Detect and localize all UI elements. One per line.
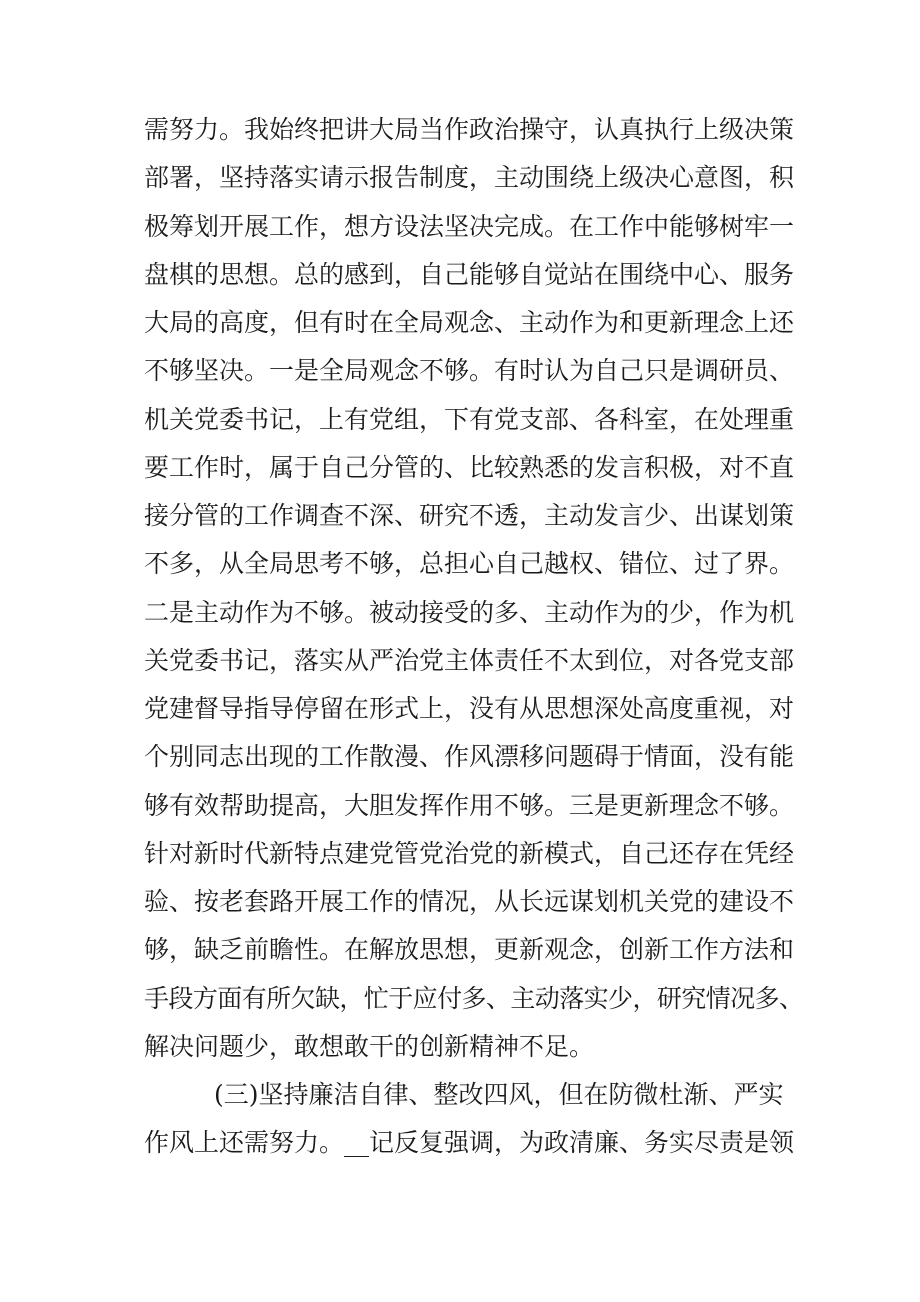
text-line: 手段方面有所欠缺，忙于应付多、主动落实少，研究情况多、	[144, 983, 804, 1013]
text-line: 够，缺乏前瞻性。在解放思想，更新观念，创新工作方法和	[144, 935, 795, 965]
text-line: 个别同志出现的工作散漫、作风漂移问题碍于情面，没有能	[144, 742, 795, 772]
body-text	[144, 106, 804, 1168]
text-line: 需努力。我始终把讲大局当作政治操守，认真执行上级决策	[144, 115, 795, 144]
text-line: 关党委书记，落实从严治党主体责任不太到位，对各党支部	[144, 645, 795, 675]
text-line: 作风上还需努力。__记反复强调，为政清廉、务实尽责是领	[144, 1128, 795, 1158]
text-line: 极筹划开展工作，想方设法坚决完成。在工作中能够树牢一	[144, 211, 795, 241]
text-line: 党建督导指导停留在形式上，没有从思想深处高度重视，对	[144, 694, 795, 723]
text-line: 大局的高度，但有时在全局观念、主动作为和更新理念上还	[144, 308, 795, 337]
text-line: 够有效帮助提高，大胆发挥作用不够。三是更新理念不够。	[144, 790, 795, 820]
text-line: 部署，坚持落实请示报告制度，主动围绕上级决心意图，积	[144, 163, 795, 193]
text-line: 不够坚决。一是全局观念不够。有时认为自己只是调研员、	[144, 356, 795, 386]
text-line: 二是主动作为不够。被动接受的多、主动作为的少，作为机	[144, 597, 795, 627]
text-line: 验、按老套路开展工作的情况，从长远谋划机关党的建设不	[144, 887, 795, 916]
text-line: 机关党委书记，上有党组，下有党支部、各科室，在处理重	[144, 404, 795, 434]
text-line: 解决问题少，敢想敢干的创新精神不足。	[144, 1031, 595, 1061]
text-line: 要工作时，属于自己分管的、比较熟悉的发言积极，对不直	[144, 452, 795, 482]
text-line: 不多，从全局思考不够，总担心自己越权、错位、过了界。	[144, 549, 795, 579]
text-line: 盘棋的思想。总的感到，自己能够自觉站在围绕中心、服务	[144, 259, 795, 289]
text-line: 针对新时代新特点建党管党治党的新模式，自己还存在凭经	[144, 838, 795, 868]
text-line: 接分管的工作调查不深、研究不透，主动发言少、出谋划策	[144, 501, 795, 530]
text-line: (三)坚持廉洁自律、整改四风，但在防微杜渐、严实	[214, 1080, 784, 1109]
